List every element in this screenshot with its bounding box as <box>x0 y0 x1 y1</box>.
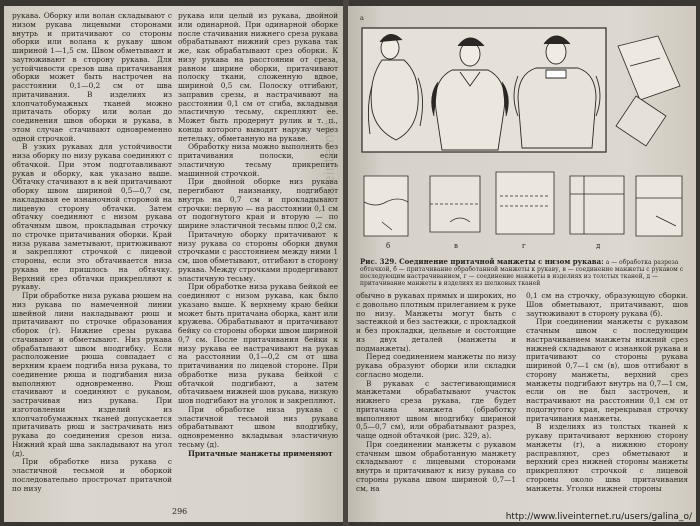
paragraph: Перед соединением манжеты по низу рукава образуют оборки или складки согласно модели. <box>356 352 516 379</box>
paragraph: При обработке низа рукава с эластичной тесьмой низ рукава обрабатывают швом вподгибку, одновременно вкладывая эластичную тесьму (д). <box>178 404 338 449</box>
paragraph: В изделиях из толстых тканей к рукаву притачивают верхнюю сторону манжеты (г), а нижнюю сторону расправляют, срез обметывают и верхний срез нижней стороны манжеты прикрепляют строчкой с лицевой стороны около шва притачивания манжеты. Уголки нижней стороны <box>526 422 688 493</box>
label-d: д <box>596 242 601 250</box>
label-v: в <box>454 242 458 250</box>
right-column-1 <box>356 292 516 493</box>
left-column-1 <box>12 12 172 493</box>
paragraph: При соединении манжеты с рукавом стачным швом обработанную манжету складывают с лицевыми сторонами внутрь и притачивают к низу рукава со стороны рукава швом шириной 0,7—1 см, на <box>356 439 516 493</box>
right-column-2 <box>526 292 688 493</box>
paragraph: При обработке низа рукава с эластичной тесьмой и оборкой последовательно прострочат притачной по низу <box>12 457 172 493</box>
left-column-2 <box>178 12 338 458</box>
paragraph: 0,1 см на строчку, образующую сборки. Шов обметывают, притачивают, шов заутюживают в сторону рукава (б). <box>526 291 688 318</box>
paragraph: При соединении манжеты с рукавом стачным швом с последующим настрачиванием манжеты нижний срез нижней складывают с изнанкой рукава и притачивают со стороны рукава шириной 0,7—1 см (в), шов отгибают в сторону манжеты, верхний срез манжеты подгибают внутрь на 0,7—1 см, если он не был застрочен, и настрачивают на расстоянии 0,1 см от подогнутого края, перекрывая строчку притачивания манжеты. <box>526 317 688 423</box>
left-page <box>4 6 344 522</box>
side-watermark: liveinternet.ru <box>322 100 338 200</box>
paragraph: В рукавах с застегивающимися манжетами обрабатывают участок нижнего среза рукава, где будет притачана манжета (обработку выполняют швом вподгибку шириной 0,5—0,7 см), или обрабатывают разрез, чаще одной обтачкой (рис. 329, а). <box>356 378 516 440</box>
caption-title: Рис. 329. Соединение притачной манжеты с низом рукава: <box>360 257 604 266</box>
paragraph: При двойной оборке низ рукава перегибают наизнанку, подгибают внутрь на 0,7 см и прокладывают строчки: первую — на расстоянии 0,1 см от подогнутого края и вторую — по ширине эластичной тесьмы плюс 0,2 см. <box>178 177 338 230</box>
figure-caption <box>360 258 686 287</box>
paragraph: Обработку низа можно выполнять без притачивания полоски, если эластичную тесьму прикрепить машинной строчкой. <box>178 142 338 178</box>
label-g: г <box>522 242 526 250</box>
caption-text: а — обработка разреза обтачкой, б — притачивание обработанной манжеты к рукаву, в — соединение манжеты с рукавом с последующим настрачиванием, г — соединение манжеты в изделиях из толстых тканей, д — притачивание манжеты в изделиях из шелковых тканей <box>360 259 684 287</box>
url-watermark: http://www.liveinternet.ru/users/galina_o/ <box>505 512 692 522</box>
paragraph: обычно в рукавах прямых и широких, но с довольно плотным прилеганием к руке по низу. Манжеты могут быть с застежкой и без застежки, с прокладкой и без прокладки, цельные и состоящие из двух деталей (манжеты и подманжеты). <box>356 291 516 353</box>
paragraph: Притачную оборку притачивают к низу рукава со стороны оборки двумя строчками с расстоянием между ними 1 см, шов обметывают, отгибают в сторону рукава. Между строчками продергивают эластичную тесьму. <box>178 229 339 283</box>
sewing-illustration <box>360 26 686 258</box>
technical-diagrams <box>364 172 682 236</box>
label-b: б <box>386 242 391 250</box>
page-number: 296 <box>172 507 188 516</box>
paragraph: Притачные манжеты применяют <box>188 448 333 458</box>
figure-mark: а <box>360 14 364 22</box>
paragraph: В узких рукавах для устойчивости низа оборку по низу рукава соединяют с обтачкой. При этом подготавливают рукав и оборку, как указано выше. Обтачку стачивают в к вей притачивают оборку швом шириной 0,5—0,7 см, накладывая ее изнаночной стороной на лицевую сторону обтачки. Затем обтачку соединяют с низом рукава обтачным швом, прокладывая строчку по строчке притачивания оборки. Край низа рукава заметывают, притюживают и закрепляют строчкой с лицевой стороны, если это обтачивается низа рукава не пришлось на обтачку. Верхний срез обтачки прикрепляют к рукаву. <box>12 142 172 292</box>
paragraph: При обработке низа рукава рюшем на низ рукава по намеченной линии швейной лини накладывают рюш и притачивают по строчке образования сборок (г). Нижние срезы рукава стачивают и обметывают. Низ рукава обрабатывают швом вподгибку. Если расположение рюша совпадает с верхним краем подгиба низа рукава, то соединение рюша и подгибания низа выполняют одновременно. Рюш стачивают и соединяют с рукавом, застрачивая низ рукава. При изготовлении изделий из хлопчатобумажных тканей допускается притачивать рюш и застрачивать низ рукава до соединения срезов низа. Нижний край шва закладывают на угол (д). <box>12 291 172 458</box>
paragraph: При обработке низа рукава бейкой ее соединяют с низом рукава, как было указано выше. К верхнему краю бейки может быть притачана оборка, кант или кружева. Обрабатывают и притачивают бейку со стороны оборки швом шириной 0,7 см. После притачивания бейки к низу рукава ее настрачивают на рукав на расстоянии 0,1—0,2 см от шва притачивания по лицевой стороне. При обработке низа рукава бейкой с обтачкой подгибают, а затем обтачиваем нижней шов рукава, низкую шов подгибают на уголок и закрепляют. <box>178 282 338 405</box>
paragraph: рукава. Оборку или волан складывают с низом рукава лицевыми сторонами внутрь и притачивают со стороны оборки или волана к рукаву швом шириной 1—1,5 см. Швом обметывают и заутюживают в сторону рукава. Для устойчивости срезов шва притачивания оборки может быть настрочен на расстоянии 0,1—0,2 см от шва притачивания. В изделиях из хлопчатобумажных тканей можно притачать оборку или волан до соединения швов оборки и рукава, в этом случае стачивают одновременно одной строчкой. <box>12 11 172 143</box>
paragraph: рукава или целый из рукава, двойной или одинарной. При одинарной оборке после стачивания нижнего среза рукава обрабатывают нижний срез рукава так же, как обрабатывают срез оборки. К низу рукава на расстоянии от среза, равном ширине оборки, притачивают полоску ткани, сложенную вдвое, шириной 0,5 см. Полоску отгибают, заправив срезы, и настрачивают на расстоянии 0,1 см от сгиба, вкладывая эластичную тесьму, скрепляют ее. Может быть продернут рулик и т. п., концы которого выводят наружу через петельку, обметанную на рукаве. <box>178 11 338 143</box>
right-page <box>348 6 696 522</box>
detail-a <box>616 36 680 146</box>
